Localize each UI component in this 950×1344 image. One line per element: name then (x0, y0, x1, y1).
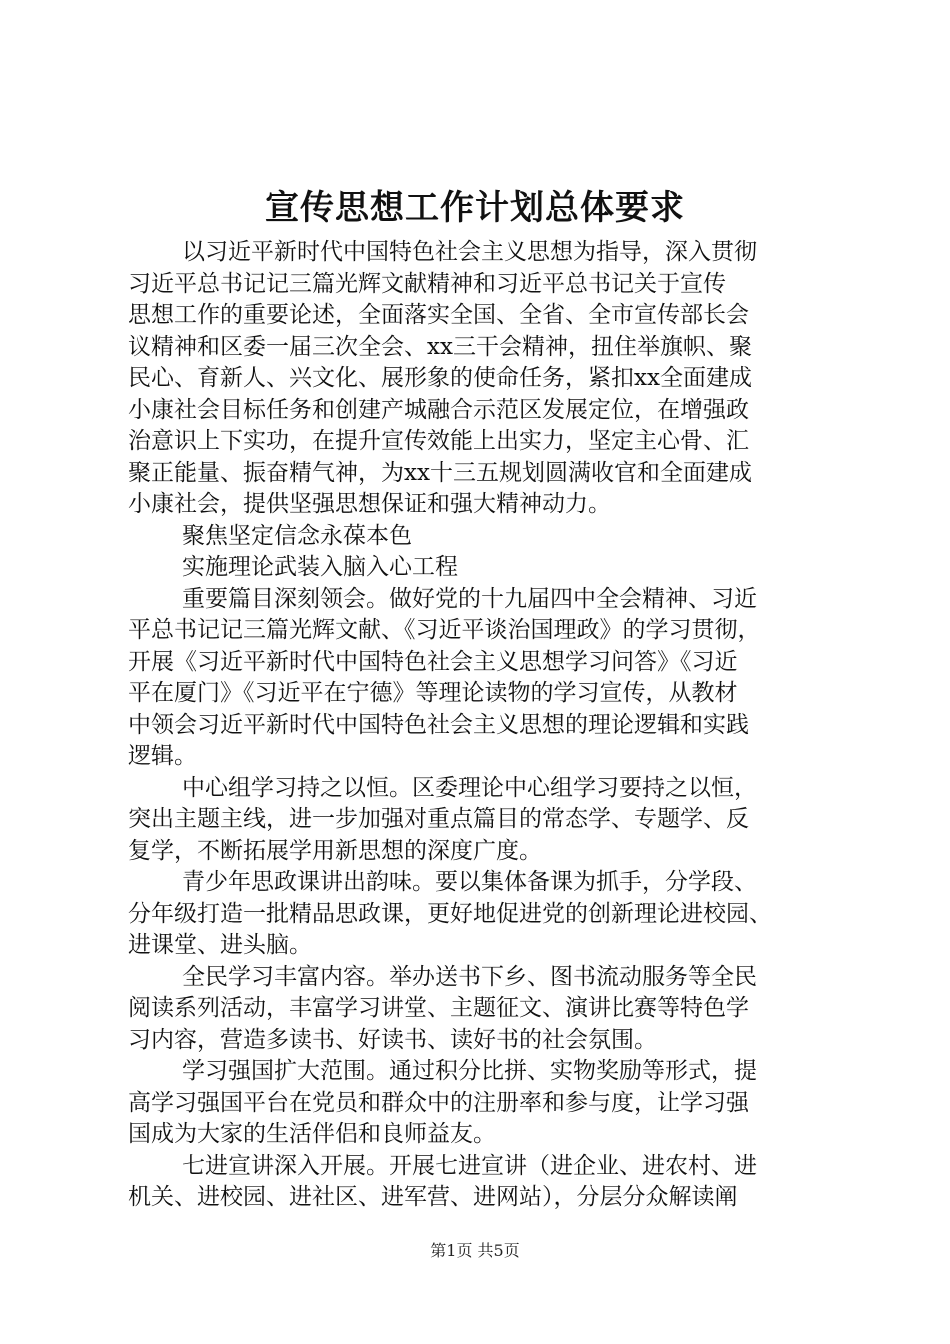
body-line: 青少年思政课讲出韵味。要以集体备课为抓手，分学段、 (182, 869, 757, 895)
document-title: 宣传思想工作计划总体要求 (265, 188, 685, 228)
body-line: 进课堂、进头脑。 (128, 932, 312, 958)
body-line: 小康社会，提供坚强思想保证和强大精神动力。 (128, 491, 611, 517)
body-line: 复学，不断拓展学用新思想的深度广度。 (128, 837, 542, 864)
body-line: 重要篇目深刻领会。做好党的十九届四中全会精神、习近 (182, 585, 757, 612)
body-line: 民心、育新人、兴文化、展形象的使命任务，紧扣xx全面建成 (128, 365, 752, 391)
body-line: 治意识上下实功，在提升宣传效能上出实力，坚定主心骨、汇 (128, 428, 749, 454)
document-body (128, 237, 868, 1214)
body-line: 以习近平新时代中国特色社会主义思想为指导，深入贯彻 (182, 239, 757, 265)
body-line: 国成为大家的生活伴侣和良师益友。 (128, 1121, 496, 1147)
body-line: 学习强国扩大范围。通过积分比拼、实物奖励等形式，提 (182, 1058, 757, 1084)
body-line: 逻辑。 (128, 743, 197, 769)
body-line: 全民学习丰富内容。举办送书下乡、图书流动服务等全民 (182, 963, 757, 990)
body-line: 思想工作的重要论述，全面落实全国、全省、全市宣传部长会 (128, 302, 749, 328)
body-line: 聚正能量、振奋精气神，为xx十三五规划圆满收官和全面建成 (128, 459, 752, 486)
body-line: 开展《习近平新时代中国特色社会主义思想学习问答》《习近 (128, 648, 738, 675)
body-line: 突出主题主线，进一步加强对重点篇目的常态学、专题学、反 (128, 806, 749, 832)
body-line: 七进宣讲深入开展。开展七进宣讲（进企业、进农村、进 (182, 1152, 757, 1179)
body-line: 实施理论武装入脑入心工程 (182, 554, 458, 580)
body-line: 习近平总书记记三篇光辉文献精神和习近平总书记关于宣传 (128, 270, 726, 297)
body-line: 中心组学习持之以恒。区委理论中心组学习要持之以恒， (182, 774, 757, 801)
body-line: 聚焦坚定信念永葆本色 (182, 522, 412, 549)
body-line: 高学习强国平台在党员和群众中的注册率和参与度，让学习强 (128, 1089, 749, 1116)
body-line: 中领会习近平新时代中国特色社会主义思想的理论逻辑和实践 (128, 711, 749, 738)
body-line: 议精神和区委一届三次全会、xx三干会精神，扭住举旗帜、聚 (128, 333, 752, 360)
body-line: 习内容，营造多读书、好读书、读好书的社会氛围。 (128, 1026, 657, 1053)
body-line: 平总书记记三篇光辉文献、《习近平谈治国理政》的学习贯彻， (128, 617, 761, 643)
body-line: 机关、进校园、进社区、进军营、进网站），分层分众解读阐 (128, 1184, 738, 1210)
body-line: 分年级打造一批精品思政课，更好地促进党的创新理论进校园、 (128, 900, 772, 927)
body-line: 小康社会目标任务和创建产城融合示范区发展定位，在增强政 (128, 396, 749, 423)
page-footer: 第1页 共5页 (430, 1241, 520, 1260)
body-line: 阅读系列活动，丰富学习讲堂、主题征文、演讲比赛等特色学 (128, 995, 749, 1021)
body-line: 平在厦门》《习近平在宁德》等理论读物的学习宣传，从教材 (128, 680, 738, 706)
